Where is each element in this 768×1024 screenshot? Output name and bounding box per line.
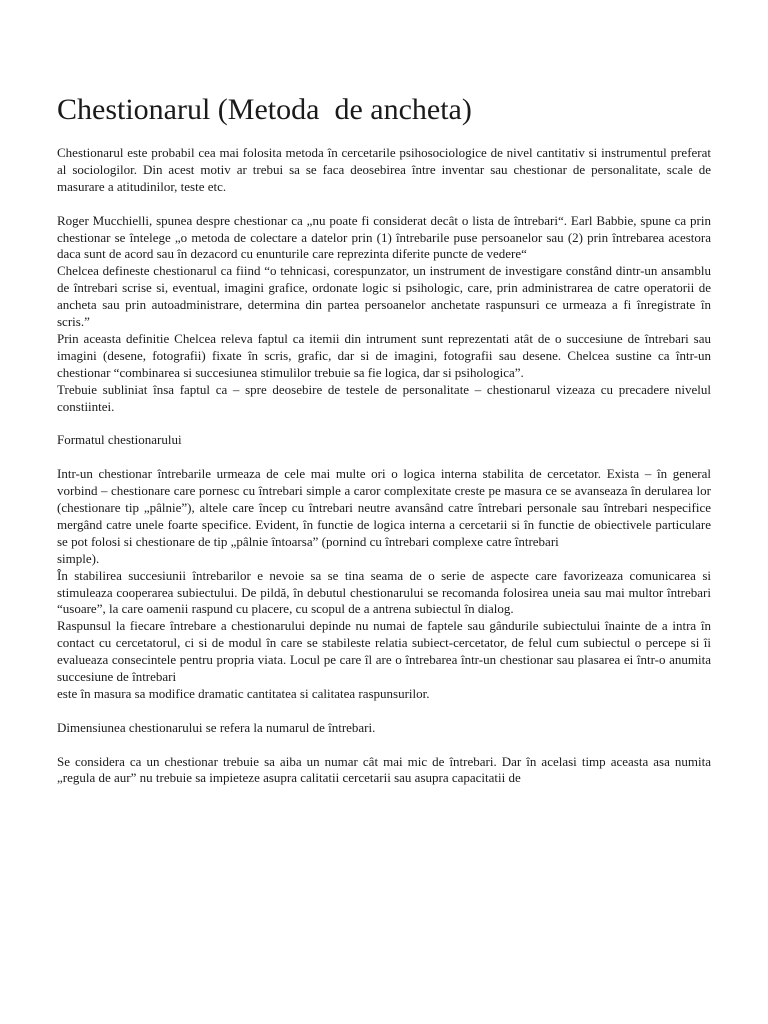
paragraph-items: Prin aceasta definitie Chelcea releva faptul ca itemii din intrument sunt reprezentati atât de o succesiune de întrebari sau imagini (desene, fotografii) fixate în scris, grafic, dar si de imagini, fotografii sau desene. Chelcea sustine ca într-un chestionar “combinarea si succesiunea stimulilor trebuie sa fie logica, dar si psihologica”. [57, 330, 711, 380]
paragraph-chelcea-definition: Chelcea defineste chestionarul ca fiind “o tehnicasi, corespunzator, un instrument de investigare constând dintr-un ansamblu de întrebari scrise si, eventual, imagini grafice, ordonate logic si psihologic, care, prin administrarea de catre operatorii de ancheta sau prin autoadministrare, determina din partea persoanelor anchetate raspunsuri ce urmeaza a fi înregistrate în scris.” [57, 263, 711, 330]
spacer [57, 449, 711, 466]
spacer [57, 415, 711, 432]
spacer [57, 196, 711, 213]
page-title: Chestionarul (Metoda de ancheta) [57, 93, 472, 126]
paragraph-intro: Chestionarul este probabil cea mai folosita metoda în cercetarile psihosociologice de nivel cantitativ si instrumentul preferat al sociologilor. Din acest motiv ar trebui sa se faca deosebirea între inventar sau chestionar de personalitate, scale de masurare a atitudinilor, teste etc. [57, 145, 711, 194]
spacer [57, 737, 711, 754]
paragraph-logica-interna: Intr-un chestionar întrebarile urmeaza de cele mai multe ori o logica interna stabilita de cercetator. Exista – în general vorbind – chestionare care pornesc cu întrebari simple a caror complexitate creste pe masura ce se avanseaza în derularea lor (chestionare tip „pâlnie”), altele care încep cu întrebari neutre avansând catre întrebari personale sau întrebari nespecifice mergând catre unele foarte specifice. Evident, în functie de logica interna a cercetarii si în functie de obiectivele particulare se pot folosi si chestionare de tip „pâlnie întoarsa” (pornind cu întrebari complexe catre întrebari [57, 466, 711, 549]
spacer [57, 703, 711, 720]
document-body [57, 145, 711, 787]
section-heading-format: Formatul chestionarului [57, 432, 182, 448]
paragraph-raspuns: Raspunsul la fiecare întrebare a chestionarului depinde nu numai de faptele sau gândurile subiectului înainte de a intra în contact cu cercetatorul, ci si de modul în care se stabileste relatia subiect-cercetator, de felul cum subiectul o percepe si îi evalueaza consecintele pentru propria viata. Locul pe care îl are o întrebarea într-un chestionar sau plasarea ei într-o anumita succesiune de întrebari [57, 618, 711, 685]
paragraph-simple: simple). [57, 550, 100, 566]
paragraph-mucchielli: Roger Mucchielli, spunea despre chestionar ca „nu poate fi considerat decât o lista de întrebari“. Earl Babbie, spune ca prin chestionar se întelege „o metoda de colectare a datelor prin (1) întrebarile puse persoanelor sau (2) prin întrebarea acestora daca sunt de acord sau în dezacord cu enunturile care reprezinta diferite puncte de vedere“ [57, 212, 711, 262]
paragraph-cantitate: este în masura sa modifice dramatic cantitatea si calitatea raspunsurilor. [57, 685, 430, 701]
paragraph-succesiune: În stabilirea succesiunii întrebarilor e nevoie sa se tina seama de o serie de aspecte care favorizeaza comunicarea si stimuleaza cooperarea subiectului. De pildă, în debutul chestionarului se recomanda folosirea uneia sau mai multor întrebari “usoare”, la care oamenii raspund cu placere, cu scopul de a antrena subiectul în dialog. [57, 567, 711, 617]
paragraph-constiinta: Trebuie subliniat însa faptul ca – spre deosebire de testele de personalitate – chestionarul vizeaza cu precadere nivelul constiintei. [57, 381, 711, 414]
paragraph-dimensiune: Dimensiunea chestionarului se refera la numarul de întrebari. [57, 719, 376, 735]
paragraph-regula-de-aur: Se considera ca un chestionar trebuie sa aiba un numar cât mai mic de întrebari. Dar în acelasi timp aceasta asa numita „regula de aur” nu trebuie sa impieteze asupra calitatii cercetarii sau asupra capacitatii de [57, 753, 711, 786]
